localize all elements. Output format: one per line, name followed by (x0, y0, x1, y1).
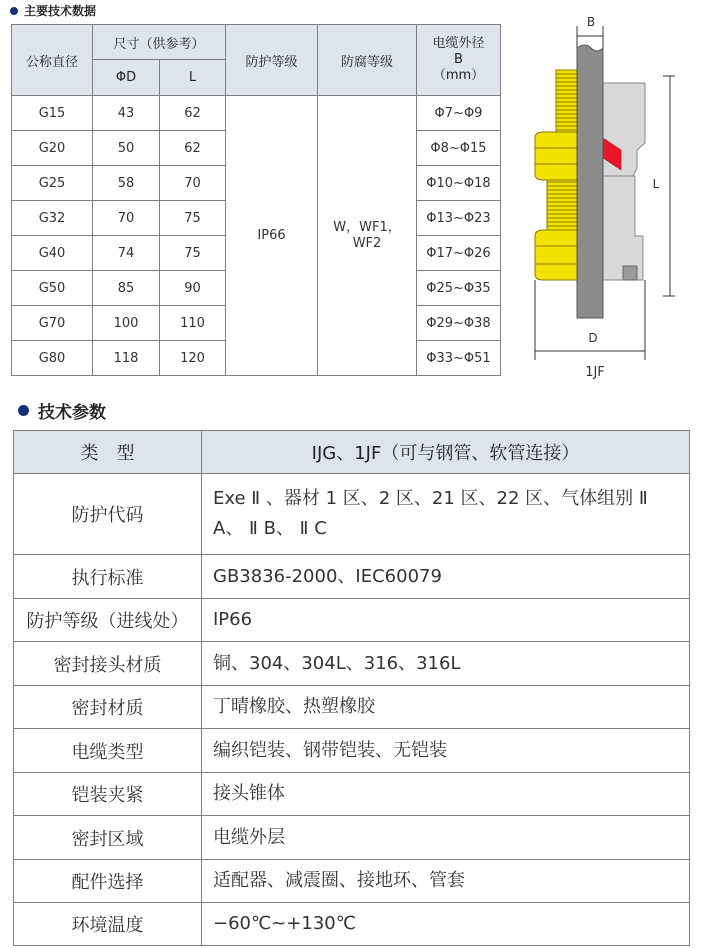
header-nominal: 公称直径 (12, 25, 93, 96)
cell-d: 74 (93, 236, 160, 271)
cell-nominal: G70 (12, 306, 93, 341)
cell-protection: IP66 (226, 96, 318, 376)
cell-l: 62 (160, 96, 226, 131)
table-row (14, 816, 690, 860)
header-l: L (160, 60, 226, 96)
header-type-key: 类 型 (14, 431, 202, 474)
param-value: 丁晴橡胶、热塑橡胶 (202, 686, 690, 729)
cell-nominal: G25 (12, 166, 93, 201)
cell-cable: Φ29~Φ38 (417, 306, 501, 341)
cell-l: 120 (160, 341, 226, 376)
cell-d: 70 (93, 201, 160, 236)
cell-cable: Φ8~Φ15 (417, 131, 501, 166)
param-key: 密封区域 (14, 816, 202, 860)
header-d: ΦD (93, 60, 160, 96)
cell-nominal: G80 (12, 341, 93, 376)
header-type-value: IJG、1JF（可与钢管、软管连接） (202, 431, 690, 474)
cell-nominal: G32 (12, 201, 93, 236)
cell-d: 58 (93, 166, 160, 201)
cell-cable: Φ7~Φ9 (417, 96, 501, 131)
cable (577, 45, 603, 318)
cell-l: 70 (160, 166, 226, 201)
table-row (12, 96, 501, 131)
param-key: 配件选择 (14, 860, 202, 903)
param-value: 电缆外层 (202, 816, 690, 860)
bullet-icon (10, 7, 18, 15)
param-key: 密封接头材质 (14, 642, 202, 686)
label-d: D (588, 331, 598, 345)
cell-l: 75 (160, 236, 226, 271)
cell-l: 110 (160, 306, 226, 341)
cell-nominal: G50 (12, 271, 93, 306)
housing-lower (603, 176, 643, 280)
param-value: −60℃~+130℃ (202, 903, 690, 946)
cell-anticorrosion (318, 96, 417, 376)
table-header-row (14, 431, 690, 474)
cell-nominal: G20 (12, 131, 93, 166)
param-key: 铠装夹紧 (14, 773, 202, 816)
cell-nominal: G40 (12, 236, 93, 271)
section-title-main-data (10, 2, 96, 19)
param-key: 防护代码 (14, 474, 202, 555)
section-title-text: 技术参数 (38, 403, 106, 423)
anticorrosion-line1: W，WF1， (333, 219, 401, 235)
param-key: 密封材质 (14, 686, 202, 729)
lower-hex-nut (535, 230, 577, 280)
upper-hex-nut (535, 132, 577, 180)
table-row (14, 773, 690, 816)
cell-nominal: G15 (12, 96, 93, 131)
param-value: 编织铠装、钢带铠装、无铠装 (202, 729, 690, 773)
cell-cable: Φ33~Φ51 (417, 341, 501, 376)
cell-l: 75 (160, 201, 226, 236)
param-value: IP66 (202, 599, 690, 642)
cell-d: 43 (93, 96, 160, 131)
param-value: 铜、304、304L、316、316L (202, 642, 690, 686)
param-key: 执行标准 (14, 555, 202, 599)
label-b: B (586, 15, 596, 29)
param-key: 电缆类型 (14, 729, 202, 773)
cell-d: 50 (93, 131, 160, 166)
label-l: L (652, 177, 660, 191)
diagram-caption: 1JF (585, 365, 605, 380)
param-value: GB3836-2000、IEC60079 (202, 555, 690, 599)
header-anticorrosion: 防腐等级 (318, 25, 417, 96)
section-title-tech-params (18, 398, 106, 423)
header-cable-line2: B (454, 52, 463, 67)
table-row (14, 599, 690, 642)
table-row (14, 642, 690, 686)
header-size: 尺寸（供参考） (93, 25, 226, 60)
tech-params-table (13, 430, 690, 946)
anticorrosion-line2: WF2 (352, 235, 382, 251)
cell-cable: Φ10~Φ18 (417, 166, 501, 201)
cell-l: 90 (160, 271, 226, 306)
cell-cable: Φ17~Φ26 (417, 236, 501, 271)
cell-cable: Φ25~Φ35 (417, 271, 501, 306)
cable-gland-diagram (525, 8, 700, 383)
header-protection: 防护等级 (226, 25, 318, 96)
table-row (14, 860, 690, 903)
cell-d: 100 (93, 306, 160, 341)
param-value: 接头锥体 (202, 773, 690, 816)
param-key: 环境温度 (14, 903, 202, 946)
cell-d: 85 (93, 271, 160, 306)
table-row (14, 903, 690, 946)
header-cable-line3: （mm） (432, 68, 485, 83)
table-row (14, 555, 690, 599)
header-cable-diameter (417, 25, 501, 96)
cell-d: 118 (93, 341, 160, 376)
cell-cable: Φ13~Φ23 (417, 201, 501, 236)
param-key: 防护等级（进线处） (14, 599, 202, 642)
top-thread (556, 70, 577, 132)
section-title-text: 主要技术数据 (24, 4, 97, 18)
table-row (14, 686, 690, 729)
housing-thread (623, 266, 637, 280)
bullet-icon (18, 405, 29, 416)
table-row (14, 474, 690, 555)
middle-thread (547, 180, 577, 230)
table-row (14, 729, 690, 773)
cell-l: 62 (160, 131, 226, 166)
param-value: Exe Ⅱ 、器材 1 区、2 区、21 区、22 区、气体组别 Ⅱ A、 Ⅱ B、 Ⅱ C (202, 474, 690, 555)
param-value: 适配器、减震圈、接地环、管套 (202, 860, 690, 903)
header-cable-line1: 电缆外径 (432, 36, 485, 51)
main-data-table (11, 24, 501, 376)
